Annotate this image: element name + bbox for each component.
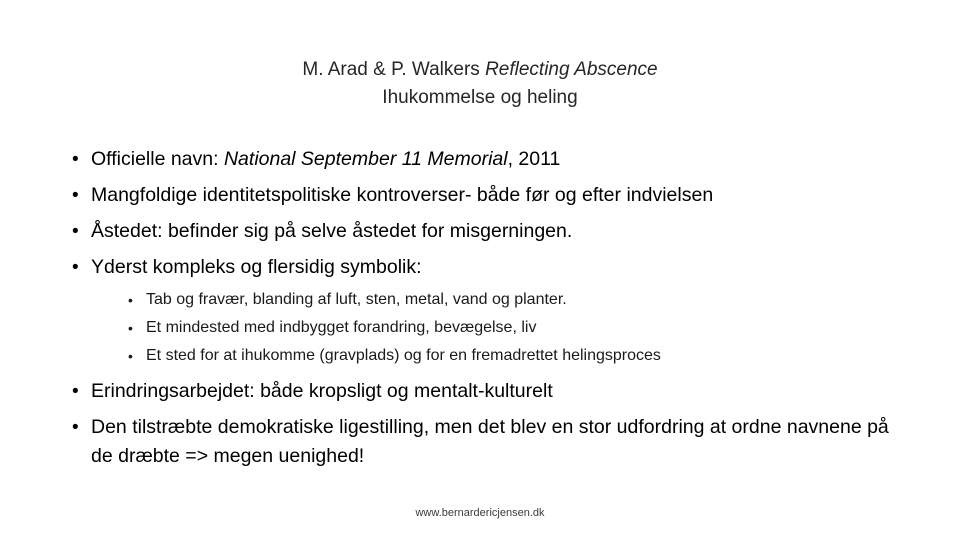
bullet-list (72, 145, 912, 471)
bullet-item (72, 145, 912, 174)
bullet-text: , 2011 (507, 148, 561, 170)
title-authors: M. Arad & P. Walkers (302, 59, 486, 80)
sub-bullet-item: • Tab og fravær, blanding af luft, sten, metal, vand og planter. (125, 286, 912, 314)
bullet-text: Yderst kompleks og flersidig symbolik: (91, 256, 422, 278)
bullet-item (72, 217, 912, 246)
title-line-1 (0, 56, 960, 84)
bullet-text: Erindringsarbejdet: både kropsligt og mentalt-kulturelt (91, 380, 553, 402)
bullet-text: Åstedet: befinder sig på selve åstedet for misgerningen. (91, 220, 573, 242)
sub-bullet-item: • Et sted for at ihukomme (gravplads) og for en fremadrettet helingsproces (125, 342, 912, 370)
bullet-italic-text: National September 11 Memorial (223, 148, 508, 170)
title-line-2: Ihukommelse og heling (382, 87, 578, 108)
bullet-item (72, 377, 912, 406)
sub-bullet-list (125, 286, 912, 370)
bullet-item (72, 413, 912, 471)
title-work: Reflecting Abscence (485, 59, 658, 80)
footer-url: www.bernardericjensen.dk (415, 507, 545, 519)
bullet-text: Den tilstræbte demokratiske ligestilling, men det blev en stor udfordring at ordne navnene på de dræbte => megen uenighed! (91, 416, 889, 467)
sub-bullet-item: • Et mindested med indbygget forandring, bevægelse, liv (125, 314, 912, 342)
bullet-text: Mangfoldige identitetspolitiske kontroverser- både før og efter indvielsen (91, 184, 714, 206)
bullet-item (72, 181, 912, 210)
bullet-item (72, 253, 912, 370)
slide-content (72, 145, 912, 478)
bullet-text: Officielle navn: (91, 148, 224, 170)
slide-title (0, 56, 960, 112)
